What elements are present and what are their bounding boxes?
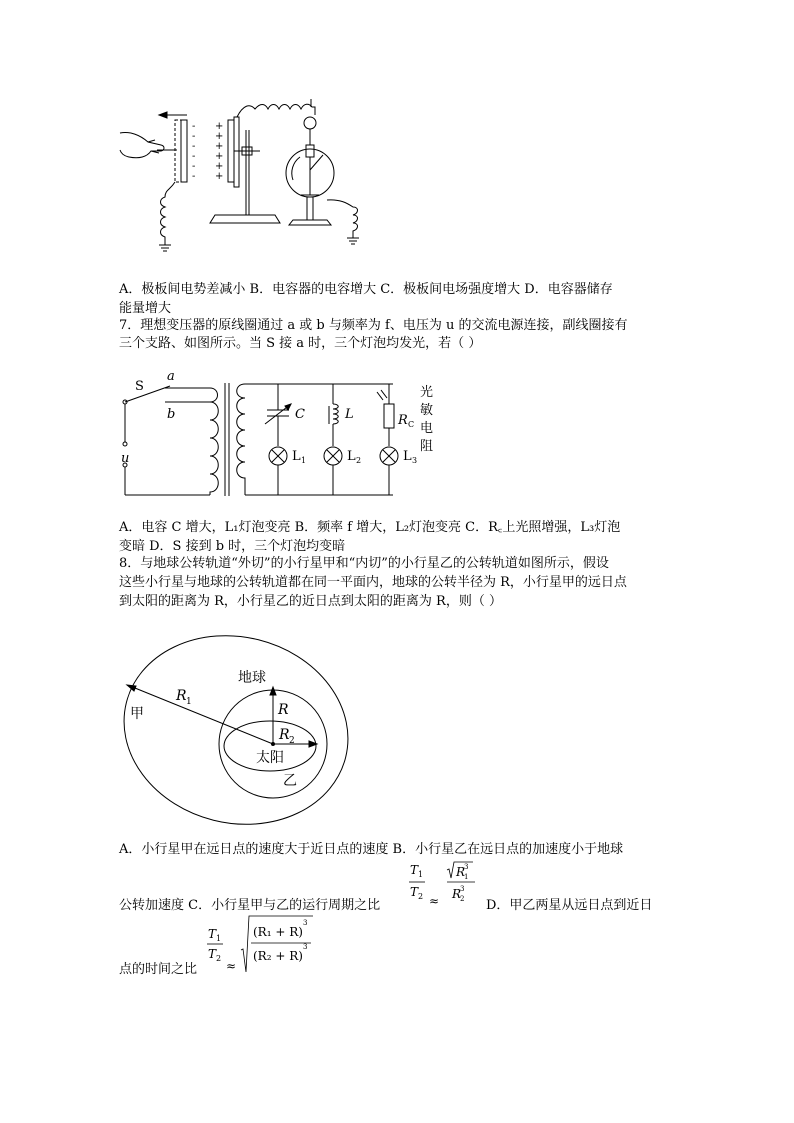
svg-text:3: 3 bbox=[303, 919, 308, 927]
q7-options-line2: 变暗 D．S 接到 b 时，三个灯泡均变暗 bbox=[119, 539, 346, 554]
svg-text:≈: ≈ bbox=[429, 894, 440, 908]
formula-d bbox=[203, 914, 315, 976]
svg-text:+: + bbox=[215, 131, 224, 142]
formula-c bbox=[405, 858, 483, 910]
inductor-label: L bbox=[345, 407, 354, 422]
svg-text:-: - bbox=[192, 141, 196, 152]
r-label: R bbox=[278, 702, 289, 718]
svg-text:2: 2 bbox=[460, 895, 465, 903]
svg-text:3: 3 bbox=[460, 885, 465, 893]
q7-stem-line1: 7．理想变压器的原线圈通过 a 或 b 与频率为 f、电压为 u 的交流电源连接，副线圈接有 bbox=[119, 318, 628, 333]
jia-label: 甲 bbox=[130, 706, 144, 722]
switch-label: S bbox=[135, 379, 144, 394]
q6-options-line1: A．极板间电势差减小 B．电容器的电容增大 C．极板间电场强度增大 D．电容器储存 bbox=[119, 282, 613, 297]
svg-text:1: 1 bbox=[216, 934, 222, 943]
lamp2-sub: 2 bbox=[356, 456, 362, 465]
lamp2-label: L bbox=[347, 449, 356, 464]
note-char-3: 电 bbox=[420, 421, 434, 436]
lamp1-sub: 1 bbox=[301, 456, 307, 465]
r1-sub: 1 bbox=[186, 697, 192, 707]
yi-label: 乙 bbox=[283, 773, 297, 789]
svg-text:-: - bbox=[192, 131, 196, 142]
note-char-1: 光 bbox=[420, 385, 434, 400]
r2-sub: 2 bbox=[289, 736, 295, 746]
sun-label: 太阳 bbox=[256, 750, 284, 766]
note-char-2: 敏 bbox=[420, 403, 434, 418]
svg-text:+: + bbox=[215, 121, 224, 132]
q8-options-line3: 点的时间之比 bbox=[119, 962, 198, 977]
lamp3-sub: 3 bbox=[412, 456, 418, 465]
svg-text:T: T bbox=[208, 927, 217, 941]
q8-stem-line1: 8．与地球公转轨道“外切”的小行星甲和“内切”的小行星乙的公转轨道如图所示，假设 bbox=[119, 556, 609, 571]
lamp1-label: L bbox=[292, 449, 301, 464]
svg-text:2: 2 bbox=[216, 954, 222, 963]
svg-text:-: - bbox=[192, 151, 196, 162]
q8-stem-line2: 这些小行星与地球的公转轨道都在同一平面内，地球的公转半径为 R，小行星甲的远日点 bbox=[119, 575, 627, 590]
svg-text:1: 1 bbox=[464, 873, 469, 881]
svg-text:T: T bbox=[208, 947, 217, 961]
svg-text:(R₂ + R): (R₂ + R) bbox=[253, 949, 303, 963]
svg-text:+: + bbox=[215, 141, 224, 152]
svg-text:3: 3 bbox=[303, 943, 308, 951]
terminal-b-label: b bbox=[167, 407, 176, 422]
svg-text:-: - bbox=[192, 121, 196, 132]
q8-options-line2a: 公转加速度 C．小行星甲与乙的运行周期之比 bbox=[119, 898, 381, 913]
q7-options-line1: A．电容 C 增大，L₁灯泡变亮 B．频率 f 增大，L₂灯泡变亮 C．R꜀上光照增强，L₃灯泡 bbox=[119, 520, 621, 535]
q8-options-line1: A．小行星甲在远日点的速度大于近日点的速度 B．小行星乙在远日点的加速度小于地球 bbox=[119, 842, 624, 857]
r2-label: R bbox=[279, 727, 290, 743]
resistor-label: R bbox=[398, 413, 408, 428]
svg-text:3: 3 bbox=[464, 863, 469, 871]
capacitor-label: C bbox=[295, 407, 305, 422]
capacitor-apparatus-figure bbox=[115, 95, 375, 265]
r1-label: R bbox=[176, 688, 187, 704]
q6-options-line2: 能量增大 bbox=[119, 301, 172, 316]
note-char-4: 阻 bbox=[420, 439, 434, 454]
svg-text:(R₁ + R): (R₁ + R) bbox=[253, 925, 303, 939]
svg-text:R: R bbox=[452, 887, 462, 901]
svg-text:T: T bbox=[410, 863, 419, 877]
svg-text:-: - bbox=[192, 161, 196, 172]
svg-text:+: + bbox=[215, 171, 224, 182]
earth-label: 地球 bbox=[238, 670, 266, 686]
orbits-figure bbox=[118, 632, 358, 828]
svg-text:1: 1 bbox=[418, 870, 424, 879]
svg-text:R: R bbox=[456, 865, 466, 879]
svg-text:2: 2 bbox=[418, 892, 424, 901]
svg-text:-: - bbox=[192, 171, 196, 182]
q7-stem-line2: 三个支路、如图所示。当 S 接 a 时，三个灯泡均发光，若（ ） bbox=[119, 336, 482, 351]
svg-text:T: T bbox=[410, 885, 419, 899]
svg-text:+: + bbox=[215, 161, 224, 172]
resistor-sub: C bbox=[408, 420, 415, 429]
svg-text:+: + bbox=[215, 151, 224, 162]
q8-stem-line3: 到太阳的距离为 R，小行星乙的近日点到太阳的距离为 R，则（ ） bbox=[119, 594, 502, 609]
source-u-label: u bbox=[121, 451, 130, 466]
lamp3-label: L bbox=[403, 449, 412, 464]
q8-options-line2b: D．甲乙两星从远日点到近日 bbox=[486, 898, 653, 913]
transformer-circuit-figure bbox=[115, 368, 445, 503]
svg-text:≈: ≈ bbox=[226, 959, 237, 973]
terminal-a-label: a bbox=[167, 369, 175, 384]
